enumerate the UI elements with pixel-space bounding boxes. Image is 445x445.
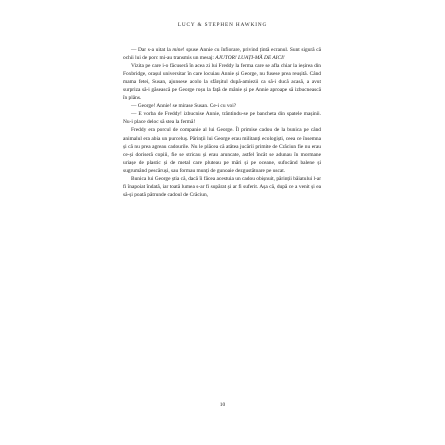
- running-head: LUCY & STEPHEN HAWKING: [177, 22, 268, 28]
- paragraph-text: ! spuse Annie cu înfiorare, privind țintă ecranul. Sunt sigură că ochii lui de porc mi-au transmis un mesaj:: [123, 47, 321, 62]
- paragraph: [123, 46, 321, 62]
- paragraph: [123, 175, 321, 199]
- emphasis-text: AJUTOR! LUAȚI-MĂ DE AICI!: [215, 55, 285, 62]
- paragraph-text: — George! Annie! se mirase Susan. Ce-i cu voi?: [131, 103, 237, 110]
- emphasis-text: mine: [172, 47, 183, 53]
- paragraph-text: Freddy era porcul de companie al lui George. Îl primise cadou de la bunica pe când animalul era abia un purceluș. Părinții lui George erau militanți ecologiști, ceea ce însemna și că nu prea agreau cadourile. Nu le plăcea că atâtea jucării primite de Crăciun fie nu erau ce-și doriseră copiii, fie se stricau și erau aruncate, astfel încât se adunau în mormane uriașe de plastic și de metal care pluteau pe mări și pe oceane, sufocând balene și sugrumând pescăruși, sau formau munți de gunoaie dezgustătoare pe uscat.: [123, 127, 321, 174]
- paragraph: [123, 102, 321, 110]
- paragraph-text: Bunica lui George știa că, dacă îi făcea acestuia un cadou obișnuit, părinții băiatului l-ar fi înapoiat îndată, iar toată lumea s-ar fi supărat și ar fi suferit. Așa că, după ce a venit și ea să-și poată pătrunde cadoul de Crăciun,: [123, 175, 321, 198]
- paragraph: [123, 126, 321, 174]
- paragraph: [123, 62, 321, 102]
- paragraph-text: — E vorba de Freddy! izbucnise Annie, trântindu-se pe bancheta din spatele mașinii. Nu-i place deloc să stea la fermă!: [123, 111, 321, 126]
- paragraph-text: Vizita pe care i-o făcuseră în acea zi lui Freddy la ferma care se afla chiar la ieșirea din Foxbridge, orașul universitar în care locuiau Annie și George, nu fusese prea reușită. Când mama fetei, Susan, ajunsese acolo la sfârșitul după-amiezii ca să-i ducă acasă, a avut surpriza să-i găsească pe George roșu la față de mânie și pe Annie aproape să izbucnească în plâns.: [123, 63, 321, 102]
- page-number: 10: [219, 402, 226, 408]
- paragraph-text: — Dar s-a uitat la: [131, 47, 173, 53]
- body-text: [123, 46, 321, 199]
- paragraph: [123, 110, 321, 126]
